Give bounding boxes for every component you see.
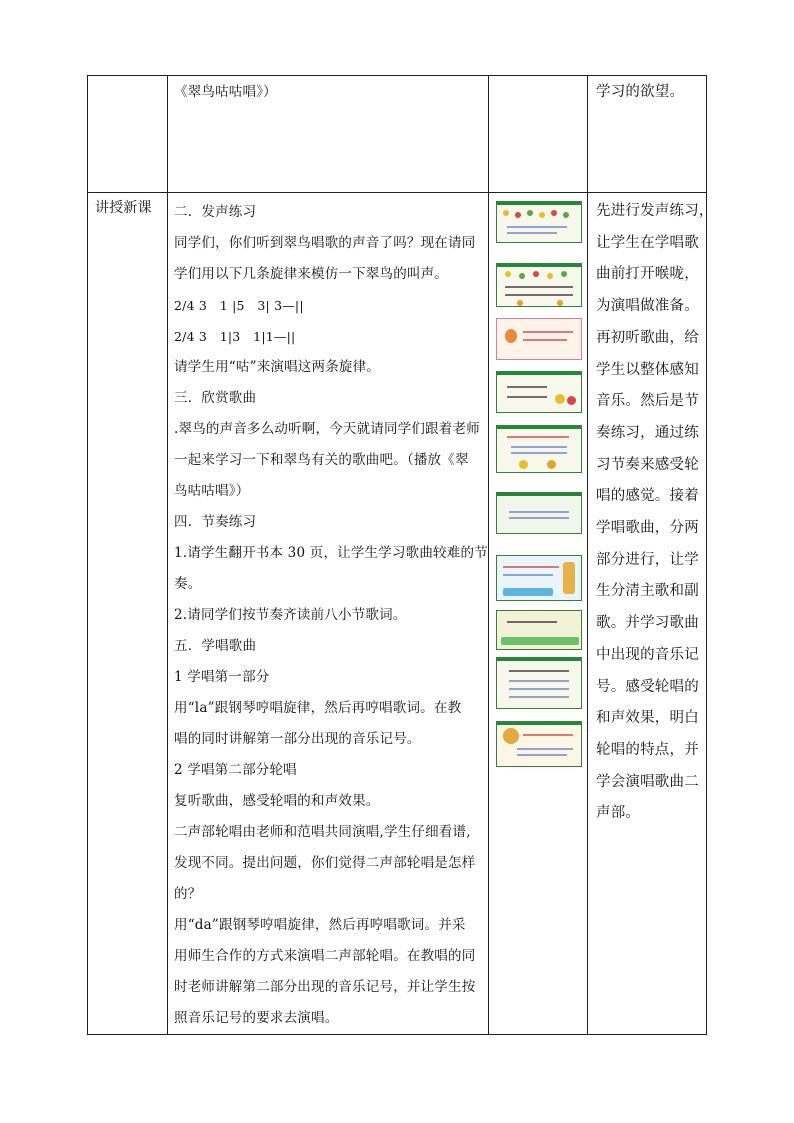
slide-thumbnail (496, 425, 582, 473)
purpose-line: 轮唱的特点，并 (596, 741, 699, 758)
purpose-line: 音乐。然后是节 (596, 393, 699, 410)
purpose-line: 号。感受轮唱的 (596, 678, 699, 695)
content-line: 用“da”跟钢琴哼唱旋律，然后再哼唱歌词。并采 (174, 917, 466, 933)
purpose-line: 为演唱做准备。 (596, 298, 699, 315)
content-line: 用“la”跟钢琴哼唱旋律，然后再哼唱歌词。在教 (174, 700, 462, 716)
row-divider (88, 192, 706, 193)
content-line: .翠鸟的声音多么动听啊，今天就请同学们跟着老师 (174, 421, 480, 437)
content-line: 同学们，你们听到翠鸟唱歌的声音了吗？现在请同 (174, 235, 476, 251)
purpose-line: 再初听歌曲，给 (596, 329, 699, 346)
purpose-line: 生分清主歌和副 (596, 583, 699, 600)
slide-thumbnail (496, 555, 582, 601)
row1-purpose: 学习的欲望。 (596, 84, 685, 100)
slide-thumbnail (496, 492, 582, 534)
content-line: 二声部轮唱由老师和范唱共同演唱,学生仔细看谱, (174, 824, 471, 840)
purpose-line: 学唱歌曲，分两 (596, 520, 699, 536)
column-divider (488, 76, 489, 1034)
content-line: 鸟咕咕唱》） (174, 483, 250, 499)
melody-line: 2/4 3 1|3 1|1—|| (174, 329, 296, 344)
content-line: 五．学唱歌曲 (174, 638, 257, 654)
purpose-line: 和声效果，明白 (596, 710, 699, 727)
purpose-line: 学生以整体感知 (596, 361, 699, 378)
lesson-plan-table (87, 75, 714, 1035)
slide-thumbnail (496, 201, 582, 243)
purpose-line: 声部。 (596, 805, 641, 822)
slide-thumbnail (496, 371, 582, 413)
slide-thumbnail (496, 318, 582, 360)
purpose-line: 让学生在学唱歌 (596, 234, 699, 251)
purpose-line: 歌。并学习歌曲 (596, 615, 699, 632)
content-line: 一起来学习一下和翠鸟有关的歌曲吧。（播放《翠 (174, 452, 469, 468)
slide-thumbnail (496, 263, 582, 307)
content-line: 的？ (174, 886, 202, 902)
content-line: 2 学唱第二部分轮唱 (174, 762, 297, 778)
content-line: 唱的同时讲解第一部分出现的音乐记号。 (174, 731, 421, 747)
slide-thumbnail (496, 610, 582, 650)
purpose-line: 唱的感觉。接着 (596, 488, 699, 505)
content-line: 奏。 (174, 576, 202, 592)
purpose-line: 学会演唱歌曲二 (596, 773, 699, 790)
content-line: 三．欣赏歌曲 (174, 390, 257, 406)
content-line: 复听歌曲，感受轮唱的和声效果。 (174, 793, 380, 809)
purpose-line: 曲前打开喉咙， (596, 266, 699, 283)
column-divider (167, 76, 168, 1034)
content-line: 发现不同。提出问题，你们觉得二声部轮唱是怎样 (174, 855, 476, 871)
slide-thumbnail (496, 657, 582, 709)
content-line: 照音乐记号的要求去演唱。 (174, 1010, 339, 1026)
column-divider (587, 76, 588, 1034)
content-line: 2.请同学们按节奏齐读前八小节歌词。 (174, 607, 407, 623)
content-line: 1.请学生翻开书本 30 页，让学生学习歌曲较难的节 (174, 545, 488, 561)
slide-thumbnail (496, 721, 582, 767)
purpose-line: 部分进行，让学 (596, 551, 699, 568)
content-line: 学们用以下几条旋律来模仿一下翠鸟的叫声。 (174, 266, 448, 282)
content-line: 时老师讲解第二部分出现的音乐记号，并让学生按 (174, 979, 476, 995)
purpose-line: 中出现的音乐记 (596, 646, 699, 663)
content-line: 用师生合作的方式来演唱二声部轮唱。在教唱的同 (174, 948, 476, 964)
content-line: 四．节奏练习 (174, 514, 257, 530)
stage-label: 讲授新课 (95, 200, 152, 216)
content-line: 二．发声练习 (174, 204, 257, 220)
content-line: 请学生用“咕”来演唱这两条旋律。 (174, 359, 381, 375)
melody-line: 2/4 3 1 |5 3| 3—|| (174, 298, 304, 313)
purpose-line: 奏练习，通过练 (596, 424, 699, 441)
row1-content: 《翠鸟咕咕唱》） (174, 84, 277, 100)
purpose-line: 习节奏来感受轮 (596, 456, 699, 473)
purpose-line: 先进行发声练习， (596, 203, 714, 219)
content-line: 1 学唱第一部分 (174, 669, 270, 685)
